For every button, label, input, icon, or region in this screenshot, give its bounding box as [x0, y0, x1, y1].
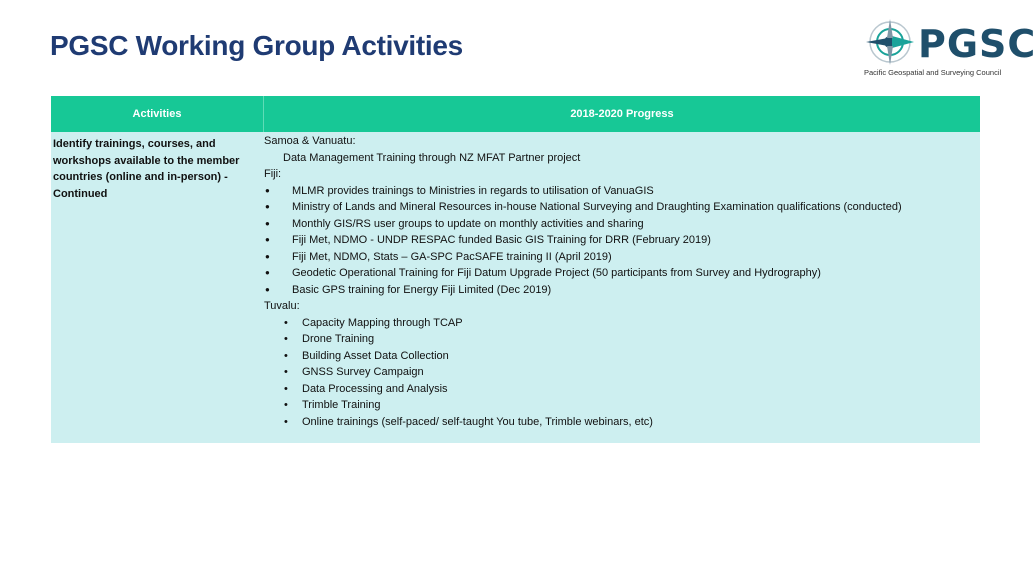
bullet-icon: • [284, 366, 288, 378]
list-item: ● Fiji Met, NDMO - UNDP RESPAC funded Basic GIS Training for DRR (February 2019) [264, 232, 976, 249]
activities-table [51, 96, 980, 443]
tuvalu-label: Tuvalu: [264, 300, 300, 312]
progress-cell [264, 133, 976, 430]
bullet-icon: ● [265, 235, 270, 244]
logo-wordmark: PGSC [918, 22, 1036, 66]
bullet-icon: ● [265, 284, 270, 294]
table-header [51, 96, 980, 132]
bullet-icon: • [284, 333, 288, 345]
list-item: • Building Asset Data Collection [264, 348, 976, 365]
list-item: ● Ministry of Lands and Mineral Resources in-house National Surveying and Draughting Examination qualifications (conducted) [264, 199, 976, 216]
list-item: ● Geodetic Operational Training for Fiji Datum Upgrade Project (50 participants from Survey and Hydrography) [264, 265, 976, 282]
page-title: PGSC Working Group Activities [50, 30, 463, 61]
bullet-icon: • [284, 382, 288, 395]
bullet-icon: ● [265, 251, 270, 261]
list-item: ● MLMR provides trainings to Ministries in regards to utilisation of VanuaGIS [264, 183, 976, 200]
list-item: • Trimble Training [264, 397, 976, 414]
list-item: ● Monthly GIS/RS user groups to update on monthly activities and sharing [264, 216, 976, 233]
samoa-vanuatu-item: Data Management Training through NZ MFAT Partner project [283, 151, 581, 164]
bullet-icon: ● [265, 218, 270, 228]
list-item: • Data Processing and Analysis [264, 381, 976, 398]
list-item: ● Basic GPS training for Energy Fiji Limited (Dec 2019) [264, 282, 976, 299]
compass-icon [862, 16, 922, 68]
samoa-vanuatu-label: Samoa & Vanuatu: [264, 135, 356, 147]
header-activities: Activities [132, 108, 182, 120]
pgsc-logo [862, 16, 1036, 80]
list-item: • Online trainings (self-paced/ self-taught You tube, Trimble webinars, etc) [264, 414, 976, 431]
bullet-icon: • [284, 399, 288, 411]
bullet-icon: ● [265, 268, 270, 277]
bullet-icon: • [284, 349, 288, 362]
bullet-icon: • [284, 415, 288, 428]
bullet-icon: • [284, 316, 288, 329]
activity-cell: Identify trainings, courses, and workshops available to the member countries (online and in-person) - Continued [53, 138, 240, 200]
header-progress: 2018-2020 Progress [570, 108, 674, 120]
list-item: • GNSS Survey Campaign [264, 364, 976, 381]
logo-subtitle: Pacific Geospatial and Surveying Council [864, 68, 1002, 77]
fiji-label: Fiji: [264, 168, 282, 180]
bullet-icon: ● [265, 202, 270, 211]
bullet-icon: ● [265, 185, 270, 195]
list-item: • Capacity Mapping through TCAP [264, 315, 976, 332]
list-item: ● Fiji Met, NDMO, Stats – GA-SPC PacSAFE training II (April 2019) [264, 249, 976, 266]
list-item: • Drone Training [264, 331, 976, 348]
